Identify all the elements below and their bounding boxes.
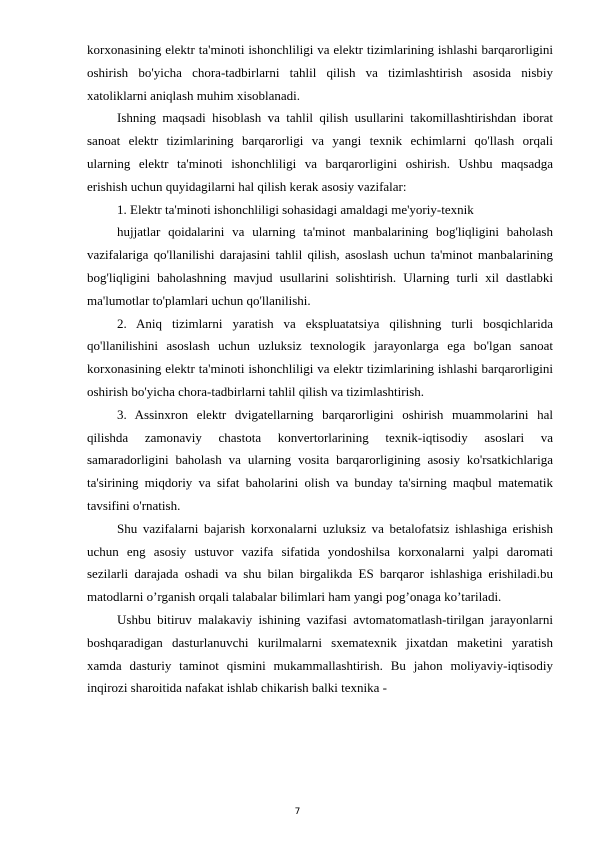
paragraph-conclusion: Shu vazifalarni bajarish korxonalarni uzluksiz va betalofatsiz ishlashiga erishish uchun eng asosiy ustuvor vazifa sifatida yondoshilsa korxonalarni yalpi daromati sezilarli darajada oshadi va shu bilan birgalikda ES barqaror ishlashiga erishiladi.bu matodlarni o’rganish orqali talabalar bilimlari ham yangi pog’onaga ko’tariladi. [87,520,553,605]
paragraph-task-1-body: hujjatlar qoidalarini va ularning ta'minot manbalarining bog'liqligini baholash vazifalariga qo'llanilishi darajasini tahlil qilish, asoslash uchun ta'minot manbalarining bog'liqligini baholashning mavjud usullarini solishtirish. Ularning turli xil dastlabki ma'lumotlar to'plamlari uchun qo'llanilishi. [87,224,553,308]
paragraph-task-2: 2. Aniq tizimlarni yaratish va ekspluatatsiya qilishning turli bosqichlarida qo'llanilishini asoslash uchun uzluksiz texnologik jarayonlarga ega bo'lgan sanoat korxonasining elektr ta'minoti ishonchliligi va elektr tizimlarining ishlashi barqarorligini oshirish bo'yicha chora-tadbirlarni tahlil qilish va tizimlashtirish. [87,315,553,399]
paragraph-task-1-heading: 1. Elektr ta'minoti ishonchliligi sohasidagi amaldagi me'yoriy-texnik [117,201,474,217]
paragraph-task-3: 3. Assinxron elektr dvigatellarning barqarorligini oshirish muammolarini hal qilishda zamonaviy chastota konvertorlarining texnik-iqtisodiy asoslari va samaradorligini baholash va ularning vosita barqarorligining asosiy ko'rsatkichlariga ta'sirining miqdoriy va sifat baholarini olish va bunday ta'sirning maqbul matematik tavsifini o'rnatish. [87,406,553,513]
document-body [87,39,553,700]
paragraph-thesis-task: Ushbu bitiruv malakaviy ishining vazifasi avtomatomatlash-tirilgan jarayonlarni boshqaradigan dasturlanuvchi kurilmalarni sxematexnik jixatdan maketini yaratish xamda dasturiy taminot qismini mukammallashtirish. Bu jahon moliyaviy-iqtisodiy inqirozi sharoitida nafakat ishlab chikarish balki texnika - [87,611,553,696]
paragraph-continuation: korxonasining elektr ta'minoti ishonchliligi va elektr tizimlarining ishlashi barqarorligini oshirish bo'yicha chora-tadbirlarni tahlil qilish va tizimlashtirish asosida nisbiy xatoliklarni aniqlash muhim xisoblanadi. [87,42,553,103]
paragraph-goal: Ishning maqsadi hisoblash va tahlil qilish usullarini takomillashtirishdan iborat sanoat elektr tizimlarining barqarorligi va yangi texnik echimlarni qo'llash orqali ularning elektr ta'minoti ishonchliligi va barqarorligini oshirish. Ushbu maqsadga erishish uchun quyidagilarni hal qilish kerak asosiy vazifalar: [87,110,553,194]
page-number: 7 [294,807,301,817]
